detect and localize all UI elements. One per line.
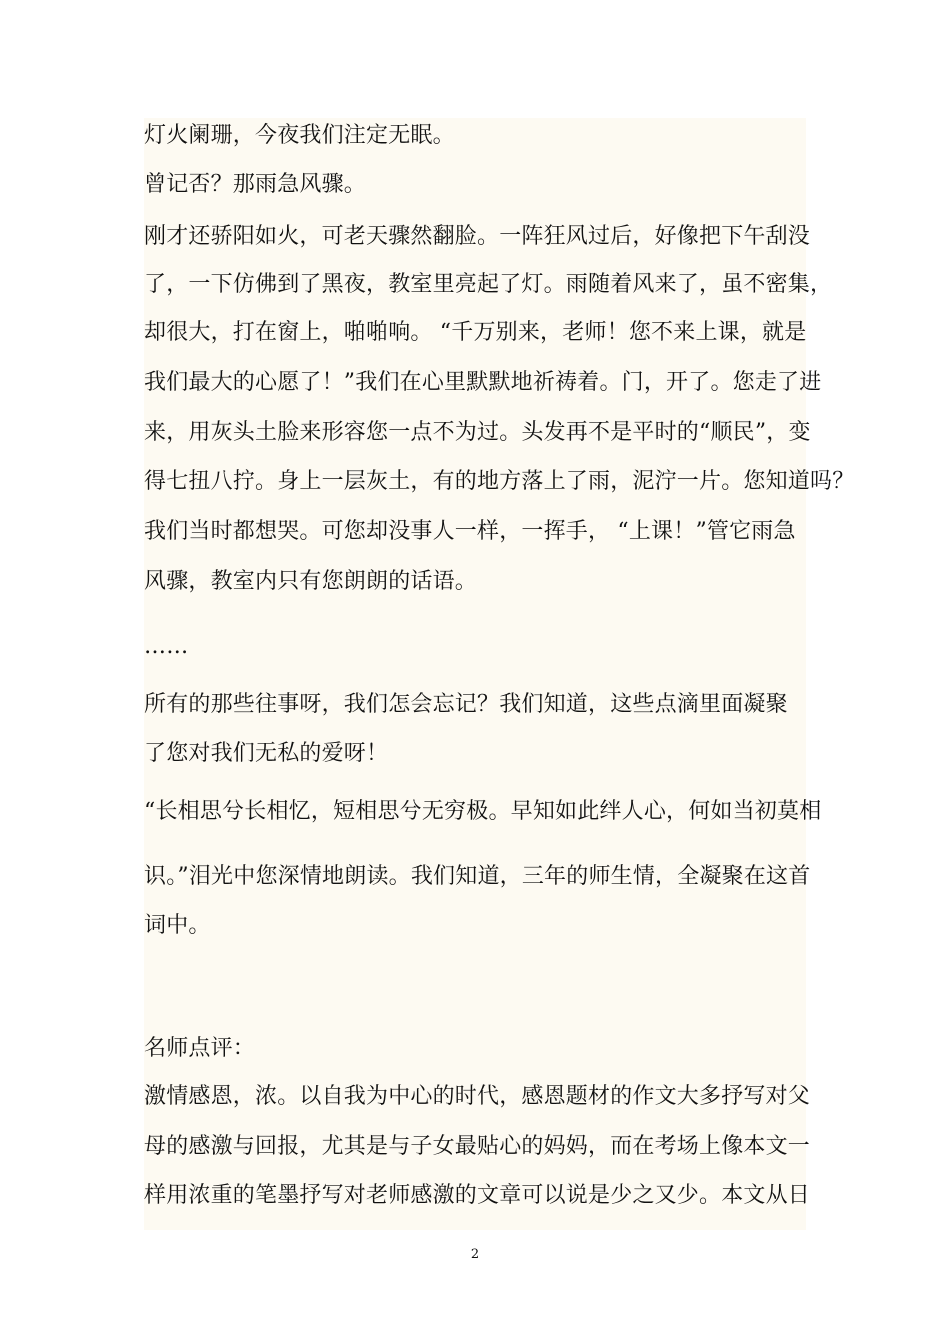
- text-line: 曾记否？那雨急风骤。: [144, 172, 367, 197]
- text-line: 我们当时都想哭。可您却没事人一样，一挥手， “上课！”管它雨急: [144, 519, 796, 544]
- text-line: ……: [144, 634, 189, 659]
- text-line: 得七扭八拧。身上一层灰土，有的地方落上了雨，泥泞一片。您知道吗？: [144, 469, 855, 494]
- section-heading: 名师点评：: [144, 1036, 256, 1061]
- page-number: 2: [470, 1247, 480, 1262]
- text-line: 样用浓重的笔墨抒写对老师感激的文章可以说是少之又少。本文从日: [144, 1183, 811, 1208]
- text-line: 风骤，教室内只有您朗朗的话语。: [144, 569, 478, 594]
- text-line: 了您对我们无私的爱呀！: [144, 741, 389, 766]
- text-line: 却很大，打在窗上，啪啪响。 “千万别来，老师！您不来上课，就是: [144, 320, 807, 345]
- text-line: 灯火阑珊，今夜我们注定无眠。: [144, 123, 455, 148]
- text-line: 母的感激与回报，尤其是与子女最贴心的妈妈，而在考场上像本文一: [144, 1134, 811, 1159]
- text-line: 激情感恩，浓。以自我为中心的时代，感恩题材的作文大多抒写对父: [144, 1084, 811, 1109]
- text-line: 了，一下仿佛到了黑夜，教室里亮起了灯。雨随着风来了，虽不密集，: [144, 272, 833, 297]
- text-line: 词中。: [144, 913, 211, 938]
- text-line: “长相思兮长相忆，短相思兮无穷极。早知如此绊人心，何如当初莫相: [144, 799, 822, 824]
- text-line: 我们最大的心愿了！”我们在心里默默地祈祷着。门，开了。您走了进: [144, 370, 822, 395]
- text-line: 所有的那些往事呀，我们怎会忘记？我们知道，这些点滴里面凝聚: [144, 692, 788, 717]
- text-line: 识。”泪光中您深情地朗读。我们知道，三年的师生情，全凝聚在这首: [144, 864, 811, 889]
- text-line: 来，用灰头土脸来形容您一点不为过。头发再不是平时的“顺民”，变: [144, 420, 811, 445]
- text-line: 刚才还骄阳如火，可老天骤然翻脸。一阵狂风过后，好像把下午刮没: [144, 224, 811, 249]
